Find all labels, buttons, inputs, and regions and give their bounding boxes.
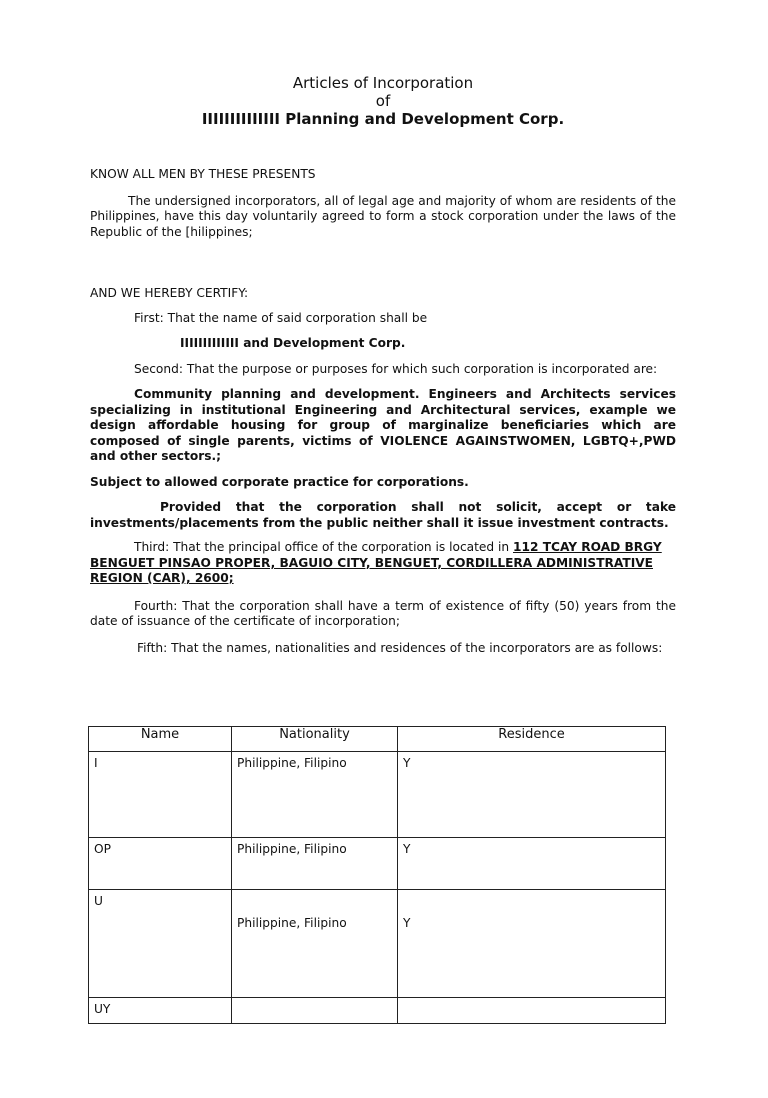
second-article: Second: That the purpose or purposes for which such corporation is incorporated are: xyxy=(134,361,658,376)
corporation-name: IIIIIIIIIIIII and Development Corp. xyxy=(180,336,406,350)
incorporators-table xyxy=(88,726,666,1024)
table-row xyxy=(89,838,666,890)
cell-residence xyxy=(398,998,666,1024)
fifth-article: Fifth: That the names, nationalities and residences of the incorporators are as follows: xyxy=(137,640,663,655)
title-line-1: Articles of Incorporation xyxy=(292,74,474,92)
cell-nationality xyxy=(232,998,398,1024)
first-article: First: That the name of said corporation shall be xyxy=(134,310,428,325)
document-title xyxy=(90,74,676,128)
cell-residence: Y xyxy=(398,890,666,998)
fourth-article: Fourth: That the corporation shall have a term of existence of fifty (50) years from the date of issuance of the certificate of incorporation; xyxy=(90,598,676,628)
header-residence: Residence xyxy=(398,727,666,752)
table-row xyxy=(89,890,666,998)
cell-name: OP xyxy=(89,838,232,890)
cell-nationality: Philippine, Filipino xyxy=(232,752,398,838)
cell-name: U xyxy=(89,890,232,998)
office-address: 112 TCAY ROAD BRGY BENGUET PINSAO PROPER, BAGUIO CITY, BENGUET, CORDILLERA ADMINISTRATIVE REGION (CAR), 2600; xyxy=(90,540,662,585)
third-article xyxy=(90,540,676,587)
document-page xyxy=(0,74,768,1098)
third-article-text: Third: That the principal office of the corporation is located in xyxy=(134,540,514,554)
table-row xyxy=(89,998,666,1024)
cell-residence: Y xyxy=(398,838,666,890)
table-row xyxy=(89,752,666,838)
undersigned-paragraph: The undersigned incorporators, all of legal age and majority of whom are residents of the Philippines, have this day voluntarily agreed to form a stock corporation under the laws of the Republic of the [hilippines; xyxy=(90,193,676,239)
subject-line: Subject to allowed corporate practice for corporations. xyxy=(90,474,469,489)
header-name: Name xyxy=(89,727,232,752)
cell-residence: Y xyxy=(398,752,666,838)
title-line-2: of xyxy=(375,92,391,110)
cell-name: I xyxy=(89,752,232,838)
provided-paragraph: Provided that the corporation shall not solicit, accept or take investments/placements from the public neither shall it issue investment contracts. xyxy=(90,500,676,530)
purpose-paragraph: Community planning and development. Engineers and Architects services specializing in institutional Engineering and Architectural services, example we design affordable housing for group of marginalize beneficiaries which are composed of single parents, victims of VIOLENCE AGAINSTWOMEN, LGBTQ+,PWD and other sectors.; xyxy=(90,387,676,463)
title-line-3: IIIIIIIIIIIIII Planning and Development Corp. xyxy=(201,110,565,128)
header-nationality: Nationality xyxy=(232,727,398,752)
know-all-heading: KNOW ALL MEN BY THESE PRESENTS xyxy=(90,167,316,181)
certify-heading: AND WE HEREBY CERTIFY: xyxy=(90,286,249,300)
table-header-row xyxy=(89,727,666,752)
cell-nationality: Philippine, Filipino xyxy=(232,838,398,890)
cell-name: UY xyxy=(89,998,232,1024)
cell-nationality: Philippine, Filipino xyxy=(232,890,398,998)
